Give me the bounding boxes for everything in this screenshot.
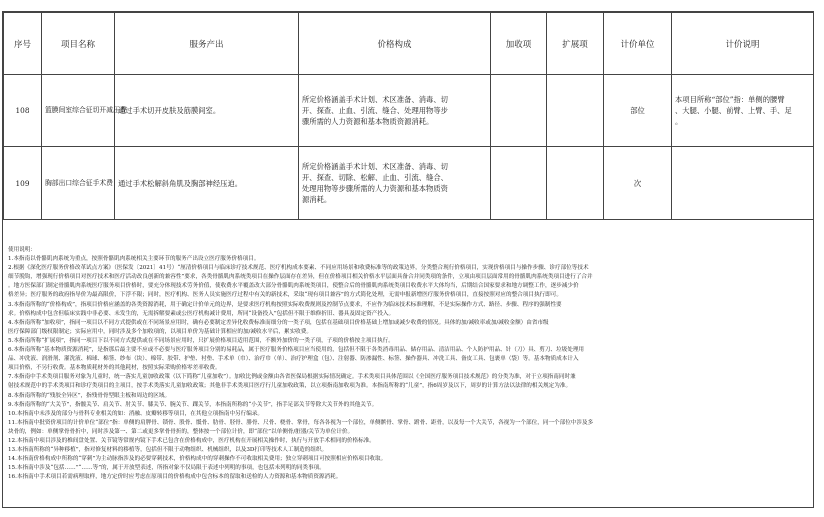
row-surcharge — [491, 147, 547, 220]
row-service-output: 通过手术切开皮肤及筋膜间室。 — [115, 75, 299, 147]
note-line: 11.本指南中批资价项目的计价单位“部位”指：单侧的肩胛骨、锁骨、股骨、骶骨、肋骨、胫骨、腓骨、尺骨、桡骨、掌骨，每各各视为一个部位，单侧髌骨、掌骨、跗骨、距骨，以及每一个大关节，各视为一个部位，同一个部位中涉及多 — [8, 419, 594, 426]
row-id: 108 — [4, 75, 42, 147]
row-price-composition — [299, 75, 491, 147]
row-item-name: 胸部出口综合征手术费 — [42, 147, 115, 220]
note-line: 16.本指南中手术项目若需病理取样，地方定价时应考虑在原项目的价格构成中包含标本的留取和送检的人力资源和基本物质资源消耗。 — [8, 474, 342, 481]
composition-line: 开、探查、止血、引流、缝合、处理用物等步 — [302, 106, 448, 115]
row-price-composition — [299, 147, 491, 220]
note-line: 6.本指南所称“基本物质资源消耗”，是指那后最主要不应或不必要与医疗服务项目分别的易耗品，属于医疗服务价格项目应当使用的，包括但不限于各类消毒用品、储存用品、清洁用品、个人防护用品、针（刀）具、剪刀、垃圾处理用 — [8, 347, 585, 354]
note-line: 8.本指南所称的“残胶全异区”，指残骨骨型眼主板和周边的区域。 — [8, 392, 171, 399]
explanation-line: 。 — [675, 117, 683, 126]
note-line: 1.本指南以骨骼肌肉系统为重点，按照骨骼肌肉系统相关主要环节的服务产出设立医疗服务价格项目。 — [8, 256, 260, 263]
header-cell: 扩展项 — [547, 13, 604, 75]
price-guide-sheet — [2, 11, 814, 508]
table-row — [4, 147, 814, 220]
note-line: 项目价格，不另行收费。基本物质耗材外的其他耗材，按照实际采购价格零差率收费。 — [8, 365, 221, 372]
note-line: 品、冲洗液、润滑剂、灌洗液、棉球、棉签、纱布（块）、棉带、胶带、护垫、衬垫、手术单（巾）、治疗巾（单）、治疗护理盒（包）、注射器、防渗漏性、标签、操作器具、冲洗工具、备皮工具、包裹单（袋）等。基本物质成本计入 — [8, 356, 579, 363]
table-row — [4, 75, 814, 147]
table-header-row — [4, 13, 814, 75]
header-cell: 价格构成 — [299, 13, 491, 75]
note-line: 4.本指南所称“加收项”，指同一项目以不同方式提供或在不同场景应用时，确有必要制定差异化收费标准而细分的一类子项，包括在基础项目价格基础上增加或减少收费的情况。具体的加/减收率或加/减收金额）由省市级 — [8, 319, 549, 326]
composition-line: 所定价格涵盖手术计划、术区准备、消毒、切 — [302, 162, 448, 171]
composition-line: 处理用物等步骤所需的人力资源和基本物质资 — [302, 184, 448, 193]
note-line: 医疗保障部门级权限制定；实际应用中，同时涉及多个加收项的，以项目单价为基础计算相应的加/减收水平后，累实收费。 — [8, 328, 312, 335]
note-line: 9.本指南所称的“大关节”，指髋关节、肩关节、肘关节、膝关节、腕关节、踝关节，本指南所称的“小关节”，指手足部关节等除大关节外的其他关节。 — [8, 401, 378, 408]
usage-notes — [3, 219, 813, 507]
explanation-line: 、大腿、小腿、前臂、上臂、手、足 — [675, 106, 792, 115]
note-line: 2.根据《深化医疗服务价格改革试点方案》（医保发〔2021〕41号）“厘清价格项目与临床诊疗技术规范、医疗机构成本要素、不同应用场景和收费标准等的政策边界，分类整合现行价格项目，实现价格项目与操作步骤、诊疗部位等技术 — [8, 265, 589, 272]
header-cell: 服务产出 — [115, 13, 299, 75]
row-explanation — [672, 147, 814, 220]
row-surcharge — [491, 75, 547, 147]
notes-title: 使用说明： — [8, 247, 36, 253]
note-line: 格差异；医疗服务的政府指导价为最高限价，下浮不限；同时，医疗机构、医务人员实施医疗过程中有关的新技术，采取“现有项目兼容”的方式简化处理，无需申报新增医疗服务价格项目，直接按照对应的整合项目执行即可。 — [8, 292, 562, 299]
header-cell: 加收项 — [491, 13, 547, 75]
row-explanation — [672, 75, 814, 147]
price-item-table — [3, 12, 814, 220]
row-unit: 次 — [604, 147, 672, 220]
composition-line: 源消耗。 — [302, 195, 332, 204]
row-unit: 部位 — [604, 75, 672, 147]
note-line: 求。价格构成中包含但临床实践中非必要、未发生的，无需拆解要素或公医疗机构减计费用，所同“设备投入”包括但不限于维修折旧、器具及固定资产投入。 — [8, 310, 395, 317]
row-service-output: 通过手术松解斜角肌及胸部神经压迫。 — [115, 147, 299, 220]
note-line: 10.本指南中未涉及的部分与骨科专业相关的如：消融、皮瓣转移等项目，在其他立项指南中另行编录。 — [8, 410, 264, 417]
note-line: 14.本指南价格构成中所称的“穿刺”为主动脉指涉及的必要穿刺技术，价格构成中的穿刺操作不可收取相关费用；独立穿刺项目可按照相应价格项目收取。 — [8, 456, 387, 463]
note-line: 12.本指南中项目涉及的椎间盘处置、关节镜等常规内镜下手术已包含在价格构成中，医疗机构在开展相关操作时，执行与开放手术相同的价格标准。 — [8, 437, 375, 444]
composition-line: 所定价格涵盖手术计划、术区准备、消毒、切 — [302, 95, 448, 104]
note-line: 。地方医保部门制定骨骼肌肉系统医疗服务项目价格时，要充分体现技术劳务价值，使收费水平覆盖改大部分骨骼肌肉系统类项目，使整合后的骨骼肌肉系统类项目收费水平大体均当，后期结合国家要求和地方调整工作，逐步减少价 — [8, 283, 579, 290]
composition-line: 开、探查、切除、松解、止血、引流、缝合、 — [302, 173, 448, 182]
header-cell: 序号 — [4, 13, 42, 75]
note-line: 块骨的，例如：单侧掌骨骨折中，同时涉及第一、第二或更多掌骨骨折的，整体按一个部位计价，即“部位”以单侧骨/脏器/关节为单位计价。 — [8, 428, 354, 435]
note-line: 5.本指南所称“扩展项”，指同一项目下以不同方式提供或在不同场景应用时，只扩展价格项目适用范围，不额外加价的一类子项，子项的价格按主项目执行。 — [8, 337, 394, 344]
row-id: 109 — [4, 147, 42, 220]
row-item-name: 篮膜间室综合征切开减压费 — [42, 75, 115, 147]
row-extension — [547, 75, 604, 147]
note-line: 7.本指南中手术类项目服务对象为儿童时，统一落实儿童加收政策（以下简称“儿童加收”）。加收比例或金额由各省医保局根据实际情况确定。手术类项目具体范围以《全国医疗服务项目技术规范》的分类为准，对于立项指南同时兼 — [8, 374, 576, 381]
header-cell: 计价单位 — [604, 13, 672, 75]
explanation-line: 本项目所称“部位”指：单侧的腰臂 — [675, 95, 785, 104]
composition-line: 骤所需的人力资源和基本物质资源消耗。 — [302, 117, 434, 126]
note-line: 射技术规范中的手术类项目和诊疗类项目的主项目，按手术类落实儿童加收政策；其他非手术类项目医疗行儿童加收政策，以立项指南加收项为准。本指南所称的“儿童”，指6周岁及以下，周岁的计算方法以法律的相关规定为准。 — [8, 383, 572, 390]
header-cell: 项目名称 — [42, 13, 115, 75]
row-extension — [547, 147, 604, 220]
note-line: 13.本指南所称的“异种移植”，指对修复材料的移植等，包括但不限于动物组织、机械组织，以及3D打印等技术人工制造的组织。 — [8, 447, 328, 454]
note-line: 15.本指南中涉及“包括……”“……等”的，属于开放型表述，所指对象不仅局限于表述中列明的事项，也包括未列明的同类事项。 — [8, 465, 325, 472]
note-line: 3.本指南所称的“价格构成”，指项目价格应涵盖的各类资源消耗，用于确定计价单元的边界，是要求医疗机构按照实际收费规则及控制节点要求，不应作为临床技术标准理解，不是实际操作方式、路径、步骤、程序的强制性要 — [8, 301, 562, 308]
note-line: 细节脱钩，增强现行价格项目对医疗技术和医疗活动改良创新的兼容性”要求，各类骨骼肌肉系统类项目在操作层面存在差异，但在价格项目相关价格水平层面具备合并同类项的条件，立项由项目层面常用的骨骼肌肉系统类项目进行了合并 — [8, 274, 593, 281]
header-cell: 计价说明 — [672, 13, 814, 75]
